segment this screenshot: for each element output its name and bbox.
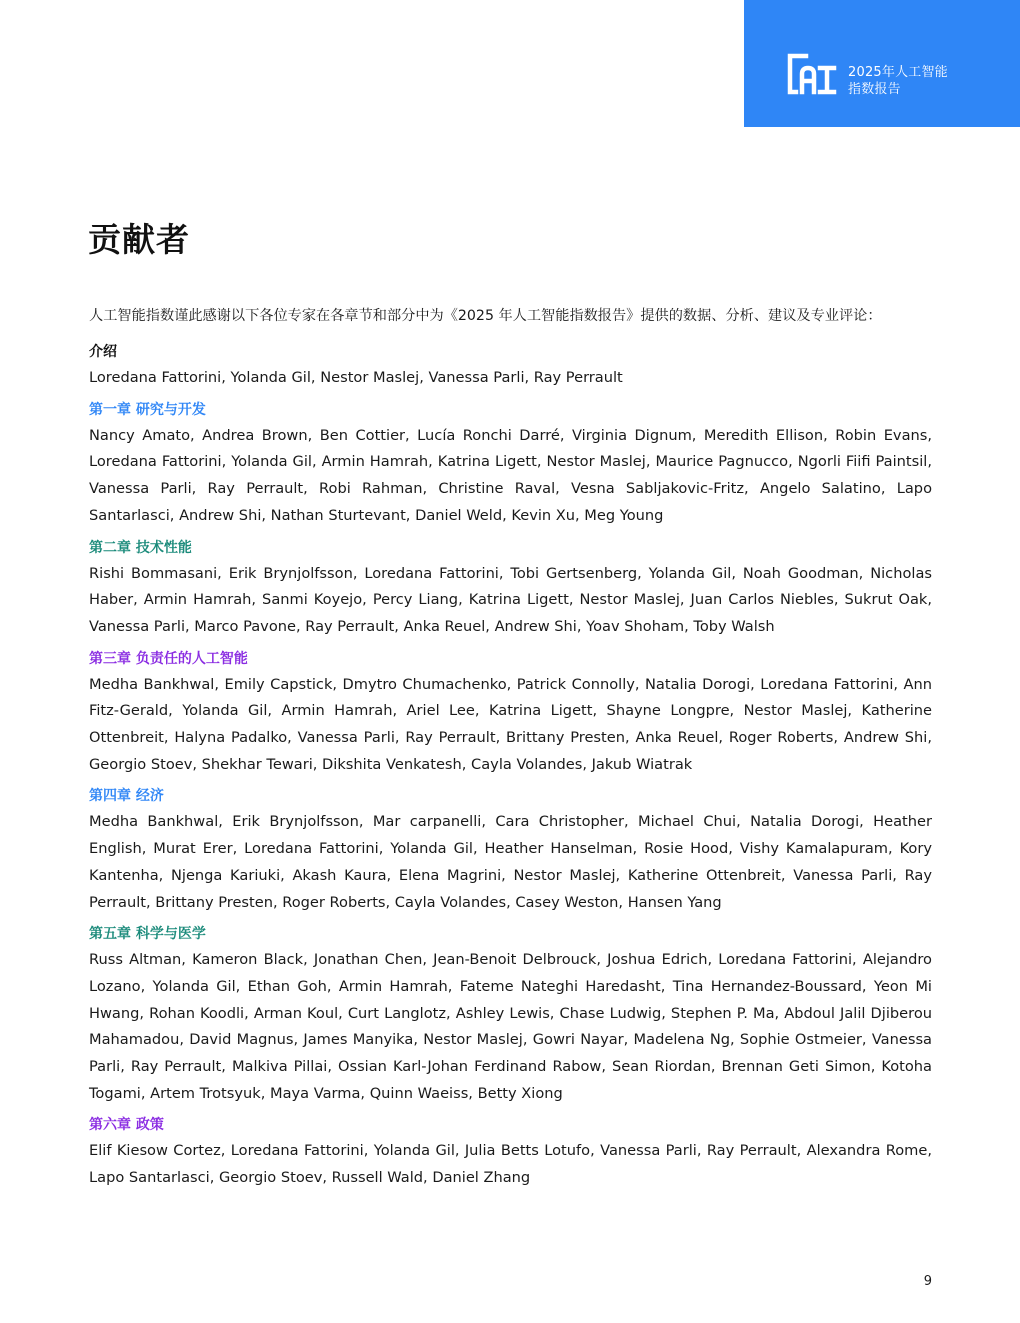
contributor-names: Nancy Amato, Andrea Brown, Ben Cottier, Lucía Ronchi Darré, Virginia Dignum, Meredith Ellison, Robin Evans, Loredana Fattorini, Yolanda Gil, Armin Hamrah, Katrina Ligett, Nestor Maslej, Maurice Pagnucco, Ngorli Fiifi Paintsil, Vanessa Parli, Ray Perrault, Robi Rahman, Christine Raval, Vesna Sabljakovic-Fritz, Angelo Salatino, Lapo Santarlasci, Andrew Shi, Nathan Sturtevant, Daniel Weld, Kevin Xu, Meg Young: [89, 426, 932, 524]
contributor-names: Russ Altman, Kameron Black, Jonathan Chen, Jean-Benoit Delbrouck, Joshua Edrich, Loredana Fattorini, Alejandro Lozano, Yolanda Gil, Ethan Goh, Armin Hamrah, Fateme Nateghi Haredasht, Tina Hernandez-Boussard, Yeon Mi Hwang, Rohan Koodli, Arman Koul, Curt Langlotz, Ashley Lewis, Chase Ludwig, Stephen P. Ma, Abdoul Jalil Djiberou Mahamadou, David Magnus, James Manyika, Nestor Maslej, Gowri Nayar, Madelena Ng, Sophie Ostmeier, Vanessa Parli, Ray Perrault, Malkiva Pillai, Ossian Karl-Johan Ferdinand Rabow, Sean Riordan, Brennan Geti Simon, Kotoha Togami, Artem Trotsyuk, Maya Varma, Quinn Waeiss, Betty Xiong: [89, 951, 932, 1102]
contributor-names: Medha Bankhwal, Erik Brynjolfsson, Mar carpanelli, Cara Christopher, Michael Chui, Natalia Dorogi, Heather English, Murat Erer, Loredana Fattorini, Yolanda Gil, Heather Hanselman, Rosie Hood, Vishy Kamalapuram, Kory Kantenha, Njenga Kariuki, Akash Kaura, Elena Magrini, Nestor Maslej, Katherine Ottenbreit, Vanessa Parli, Ray Perrault, Brittany Presten, Roger Roberts, Cayla Volandes, Casey Weston, Hansen Yang: [89, 813, 932, 911]
contributor-names: Medha Bankhwal, Emily Capstick, Dmytro Chumachenko, Patrick Connolly, Natalia Dorogi, Loredana Fattorini, Ann Fitz-Gerald, Yolanda Gil, Armin Hamrah, Ariel Lee, Katrina Ligett, Shayne Longpre, Nestor Maslej, Katherine Ottenbreit, Halyna Padalko, Vanessa Parli, Ray Perrault, Brittany Presten, Anka Reuel, Roger Roberts, Andrew Shi, Georgio Stoev, Shekhar Tewari, Dikshita Venkatesh, Cayla Volandes, Jakub Wiatrak: [89, 675, 932, 773]
section-introduction: [89, 342, 932, 392]
section-heading: 第三章 负责任的人工智能: [89, 650, 248, 667]
brand-line-1: 2025年人工智能: [848, 65, 948, 80]
section-heading: 第六章 政策: [89, 1117, 164, 1134]
report-brand-block: [744, 0, 1020, 127]
section-chapter-3: [89, 649, 932, 779]
brand-line-2: 指数报告: [848, 82, 901, 97]
section-chapter-6: [89, 1115, 932, 1191]
section-chapter-2: [89, 538, 932, 641]
section-chapter-4: [89, 786, 932, 916]
section-heading: 第五章 科学与医学: [89, 926, 206, 943]
report-brand-title: [848, 64, 948, 98]
section-heading: 介绍: [89, 344, 117, 360]
ai-logo-icon: [787, 53, 837, 95]
section-heading: 第四章 经济: [89, 788, 164, 805]
page-number: 9: [923, 1274, 932, 1289]
contributor-sections: [89, 342, 932, 1192]
contributor-names: Loredana Fattorini, Yolanda Gil, Nestor Maslej, Vanessa Parli, Ray Perrault: [89, 369, 623, 386]
section-heading: 第一章 研究与开发: [89, 401, 206, 418]
section-chapter-5: [89, 924, 932, 1107]
page-title: 贡献者: [88, 220, 190, 259]
intro-paragraph: 人工智能指数谨此感谢以下各位专家在各章节和部分中为《2025 年人工智能指数报告》提供的数据、分析、建议及专业评论：: [89, 308, 882, 324]
section-chapter-1: [89, 400, 932, 530]
contributor-names: Elif Kiesow Cortez, Loredana Fattorini, Yolanda Gil, Julia Betts Lotufo, Vanessa Parli, Ray Perrault, Alexandra Rome, Lapo Santarlasci, Georgio Stoev, Russell Wald, Daniel Zhang: [89, 1142, 932, 1187]
contributor-names: Rishi Bommasani, Erik Brynjolfsson, Loredana Fattorini, Tobi Gertsenberg, Yolanda Gil, Noah Goodman, Nicholas Haber, Armin Hamrah, Sanmi Koyejo, Percy Liang, Katrina Ligett, Nestor Maslej, Juan Carlos Niebles, Sukrut Oak, Vanessa Parli, Marco Pavone, Ray Perrault, Anka Reuel, Andrew Shi, Yoav Shoham, Toby Walsh: [89, 564, 932, 635]
section-heading: 第二章 技术性能: [89, 539, 192, 556]
